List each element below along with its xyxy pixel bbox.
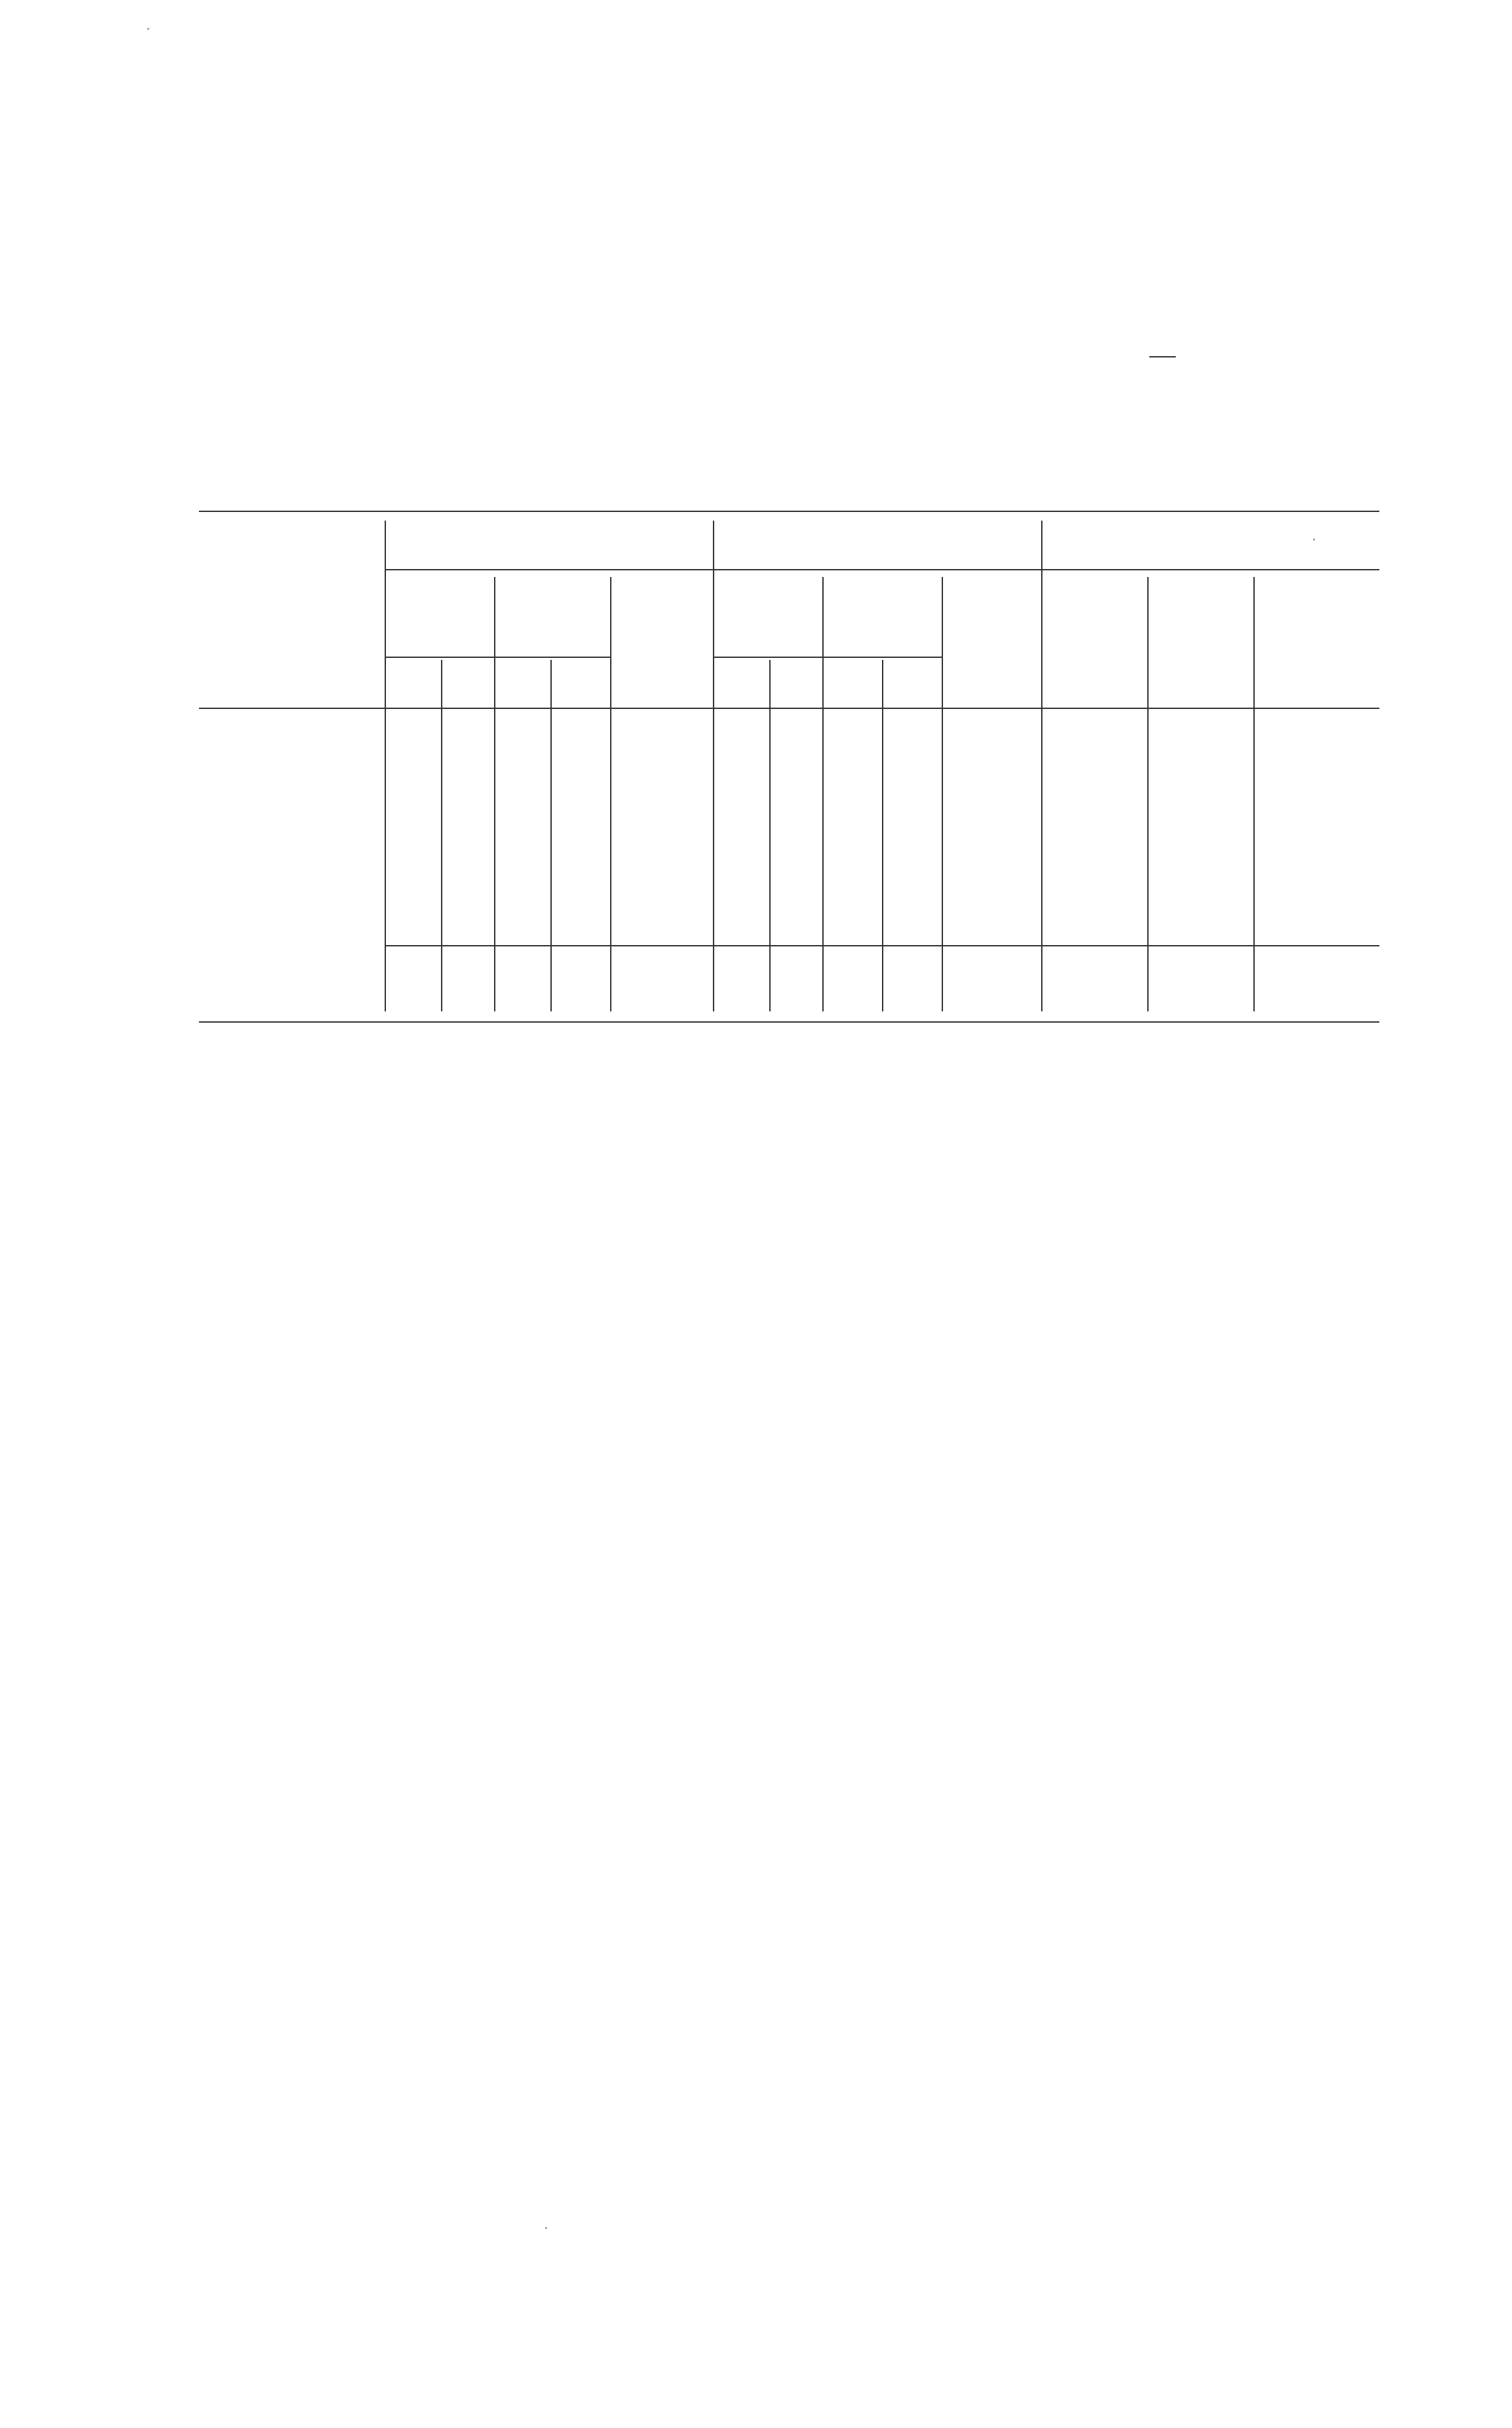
col-rule [769,660,771,1011]
sum-rule [1149,356,1176,357]
scan-mark [147,28,149,30]
group-rule [385,569,1379,570]
col-rule [550,660,552,1011]
col-rule [882,660,883,1011]
col-rule [713,521,714,1011]
col-rule [942,577,943,1011]
subgroup-rule [713,657,942,658]
subgroup-rule [385,657,610,658]
col-rule [441,660,442,1011]
col-rule [494,577,495,1011]
header-bottom-rule [199,708,1379,709]
scan-mark [545,2227,547,2229]
col-rule [822,577,824,1011]
col-rule [610,577,611,1011]
table-top-rule [199,511,1379,512]
scan-mark [1313,539,1315,541]
col-rule [385,521,386,1011]
col-rule [1147,577,1149,1011]
col-rule [1041,521,1042,1011]
table-bottom-rule [199,1021,1379,1023]
col-rule [1253,577,1255,1011]
